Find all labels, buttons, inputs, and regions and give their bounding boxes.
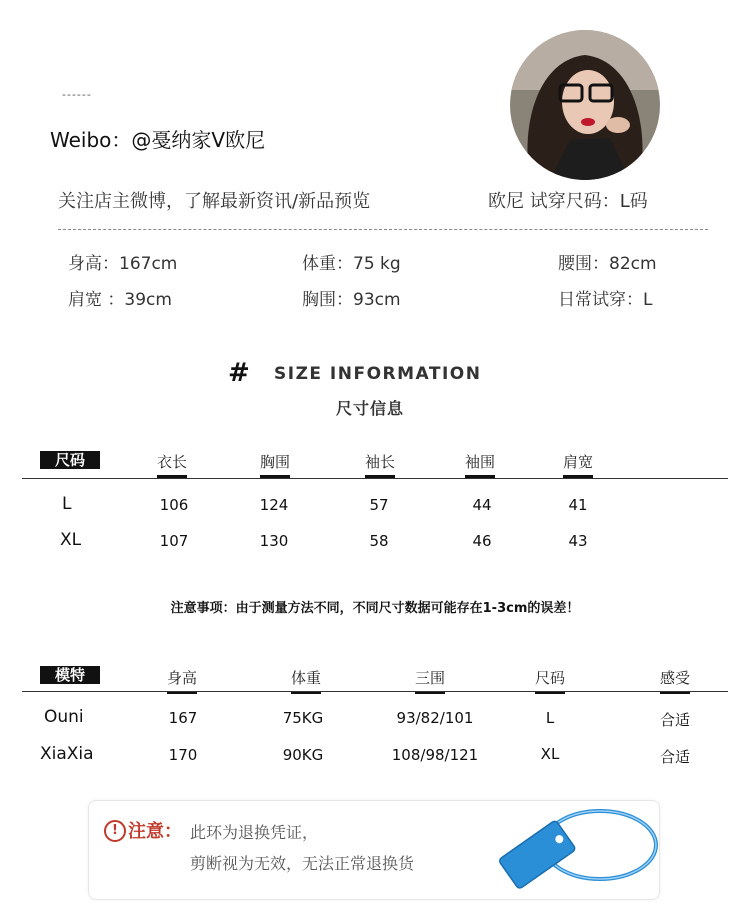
stat-daily-size: 日常试穿：L — [558, 290, 653, 310]
dashed-divider — [58, 229, 708, 230]
size-header: 袖围 — [450, 451, 510, 478]
table-cell: XL — [540, 745, 560, 763]
model-row-label: XiaXia — [40, 744, 94, 764]
table-divider — [22, 691, 728, 692]
table-cell: 75KG — [282, 709, 324, 727]
table-cell: 合适 — [659, 711, 690, 729]
model-row-label: Ouni — [44, 707, 84, 727]
table-cell: 167 — [168, 709, 198, 727]
table-cell: 107 — [159, 532, 189, 550]
table-cell: 170 — [168, 746, 198, 764]
model-header: 尺码 — [520, 667, 580, 694]
stat-waist: 腰围：82cm — [558, 254, 657, 274]
decorative-dashes: ------ — [62, 88, 92, 101]
warning-icon: ! — [104, 820, 126, 842]
table-cell: 44 — [472, 496, 492, 514]
model-header: 体重 — [276, 667, 336, 694]
size-row-label: XL — [60, 530, 82, 550]
hash-icon: # — [228, 358, 250, 388]
table-cell: 124 — [259, 496, 289, 514]
table-cell: 43 — [568, 532, 588, 550]
table-cell: 57 — [369, 496, 389, 514]
table-cell: 93/82/101 — [396, 709, 474, 727]
section-title-cn: 尺寸信息 — [336, 399, 405, 418]
table-cell: 108/98/121 — [391, 746, 479, 764]
measurement-note: 注意事项：由于测量方法不同，不同尺寸数据可能存在1-3cm的误差！ — [170, 601, 580, 616]
model-avatar — [510, 30, 660, 180]
stat-chest: 胸围：93cm — [302, 290, 401, 310]
tryon-size-text: 欧尼 试穿尺码：L码 — [488, 191, 648, 212]
table-cell: 106 — [159, 496, 189, 514]
table-cell: 46 — [472, 532, 492, 550]
size-header: 胸围 — [245, 451, 305, 478]
table-cell: L — [545, 709, 555, 727]
table-cell: 41 — [568, 496, 588, 514]
size-header: 袖长 — [350, 451, 410, 478]
size-header: 衣长 — [142, 451, 202, 478]
section-title-en: SIZE INFORMATION — [274, 364, 482, 384]
table-divider — [22, 478, 728, 479]
stat-shoulder: 肩宽 ：39cm — [68, 290, 172, 310]
notice-line-1: 此环为退换凭证， — [190, 823, 319, 842]
model-header: 三围 — [400, 667, 460, 694]
stat-height: 身高：167cm — [68, 254, 178, 274]
stat-weight: 体重：75 kg — [302, 254, 401, 274]
weibo-handle: Weibo：@戞纳家V欧尼 — [50, 128, 266, 152]
model-header: 感受 — [645, 667, 705, 694]
security-tag-icon — [490, 800, 660, 895]
table-cell: 130 — [259, 532, 289, 550]
model-header: 身高 — [152, 667, 212, 694]
size-header: 肩宽 — [548, 451, 608, 478]
model-tag: 模特 — [40, 666, 100, 684]
table-cell: 合适 — [659, 748, 690, 766]
table-cell: 58 — [369, 532, 389, 550]
follow-text: 关注店主微博，了解最新资讯/新品预览 — [58, 191, 371, 212]
size-tag: 尺码 — [40, 451, 100, 469]
table-cell: 90KG — [282, 746, 324, 764]
size-row-label: L — [62, 494, 72, 514]
notice-title: 注意： — [128, 821, 182, 842]
notice-line-2: 剪断视为无效，无法正常退换货 — [190, 854, 415, 873]
